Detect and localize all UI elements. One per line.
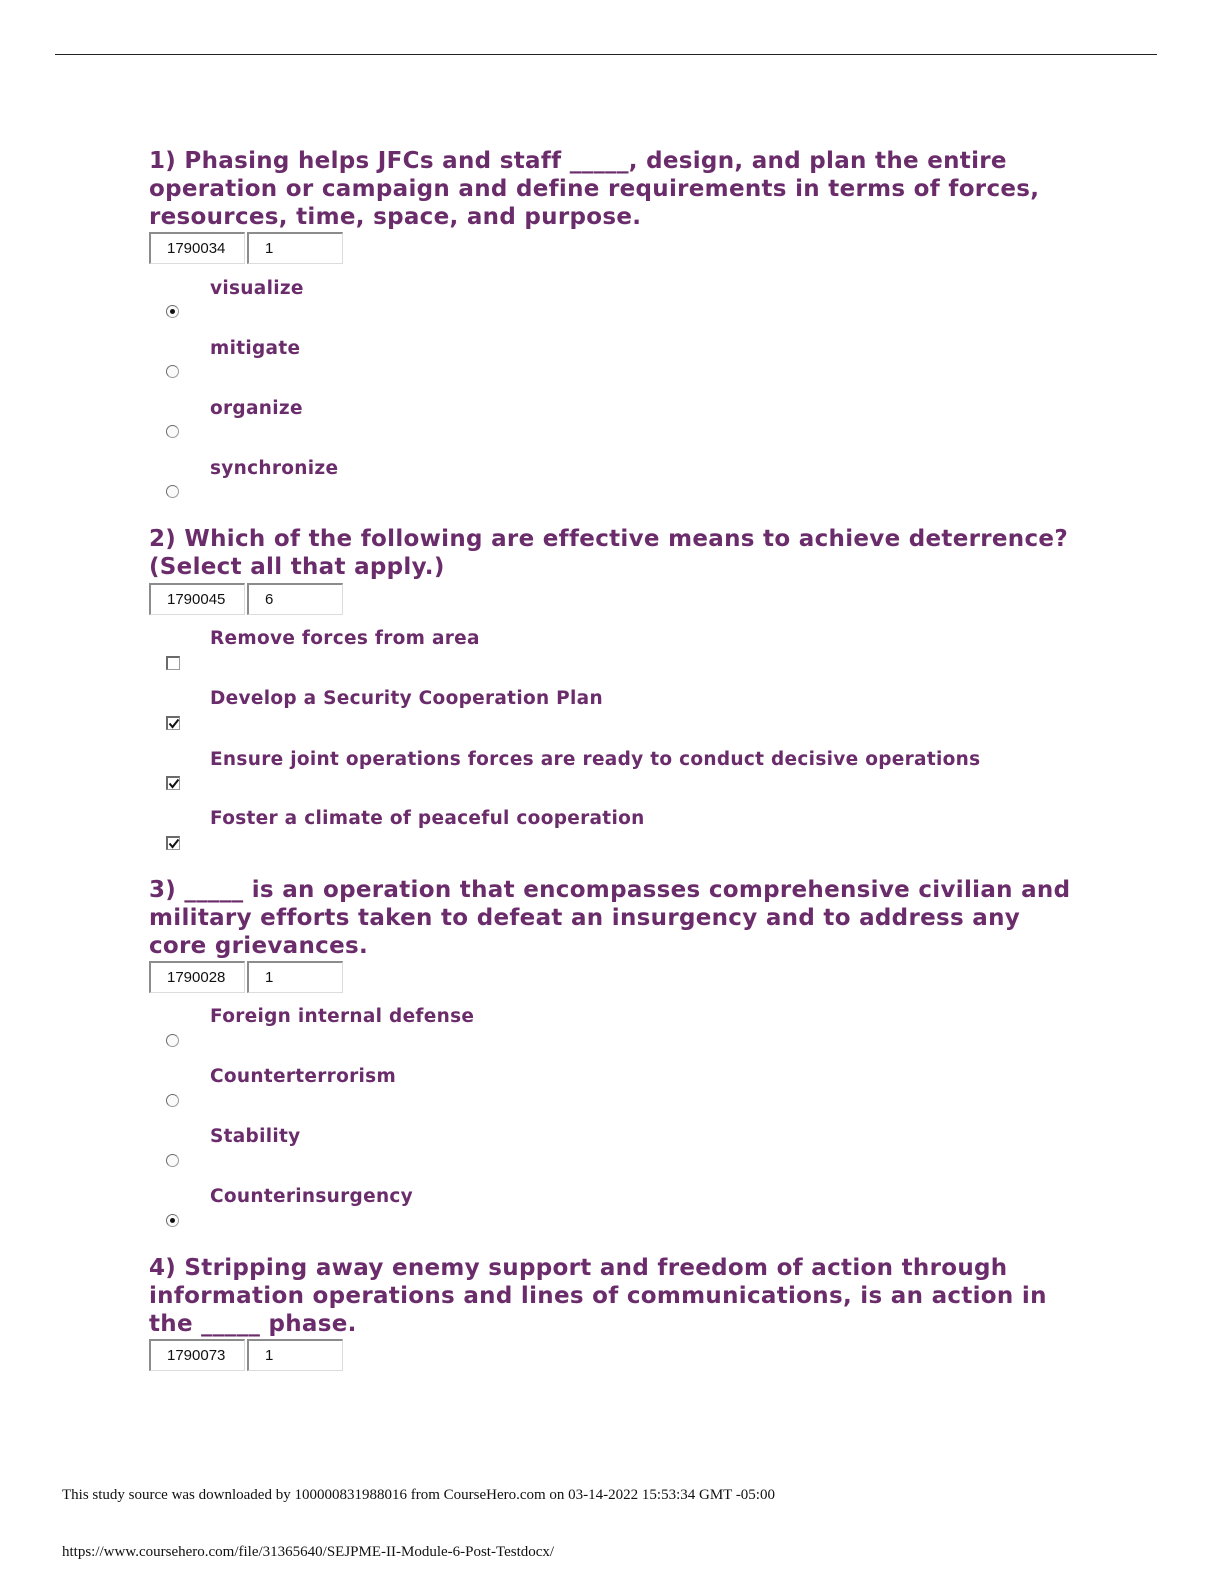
- q2-option-2-checkbox[interactable]: [166, 716, 180, 730]
- q1-option-4-label: synchronize: [210, 458, 339, 479]
- q1-option-1-radio[interactable]: [166, 305, 179, 318]
- checkmark-icon: [168, 778, 180, 790]
- q2-option-4-checkbox[interactable]: [166, 836, 180, 850]
- q2-option-3-checkbox[interactable]: [166, 776, 180, 790]
- q1-option-2-label: mitigate: [210, 338, 301, 359]
- q3-option-1-label: Foreign internal defense: [210, 1006, 475, 1027]
- question-1-title: 1) Phasing helps JFCs and staff _____, design, and plan the entire operation or campaign and define requirements in terms of forces, resources, time, space, and purpose.: [149, 148, 1040, 230]
- question-3-title: 3) _____ is an operation that encompasses comprehensive civilian and military efforts taken to defeat an insurgency and to address any core grievances.: [149, 877, 1071, 959]
- question-2-id-box: [149, 583, 343, 615]
- question-4-id-box: [149, 1339, 343, 1371]
- q3-option-1-radio[interactable]: [166, 1034, 179, 1047]
- q2-option-2-label: Develop a Security Cooperation Plan: [210, 688, 603, 709]
- q1-option-2-radio[interactable]: [166, 365, 179, 378]
- question-4-points: 1: [247, 1339, 343, 1371]
- question-1-id-box: [149, 232, 343, 264]
- top-divider: [55, 54, 1157, 55]
- question-4-id: 1790073: [149, 1339, 245, 1371]
- footer-url: https://www.coursehero.com/file/31365640/SEJPME-II-Module-6-Post-Testdocx/: [62, 1544, 555, 1560]
- checkmark-icon: [168, 718, 180, 730]
- q1-option-3-label: organize: [210, 398, 303, 419]
- q1-option-3-radio[interactable]: [166, 425, 179, 438]
- question-3-id-box: [149, 961, 343, 993]
- question-1-id: 1790034: [149, 232, 245, 264]
- q2-option-3-label: Ensure joint operations forces are ready to conduct decisive operations: [210, 749, 981, 770]
- footer-source-line: This study source was downloaded by 100000831988016 from CourseHero.com on 03-14-2022 15:53:34 GMT -05:00: [62, 1487, 775, 1503]
- question-2-title: 2) Which of the following are effective means to achieve deterrence? (Select all that apply.): [149, 526, 1068, 580]
- q2-option-1-label: Remove forces from area: [210, 628, 480, 649]
- q2-option-1-checkbox[interactable]: [166, 656, 180, 670]
- q1-option-1-label: visualize: [210, 278, 304, 299]
- q2-option-4-label: Foster a climate of peaceful cooperation: [210, 808, 645, 829]
- question-1-points: 1: [247, 232, 343, 264]
- question-4-title: 4) Stripping away enemy support and freedom of action through information operations and lines of communications, is an action in the _____ phase.: [149, 1255, 1047, 1337]
- q3-option-4-label: Counterinsurgency: [210, 1186, 414, 1207]
- checkmark-icon: [168, 838, 180, 850]
- q3-option-2-radio[interactable]: [166, 1094, 179, 1107]
- q3-option-3-radio[interactable]: [166, 1154, 179, 1167]
- q1-option-4-radio[interactable]: [166, 485, 179, 498]
- question-2-id: 1790045: [149, 583, 245, 615]
- q3-option-2-label: Counterterrorism: [210, 1066, 397, 1087]
- question-2-points: 6: [247, 583, 343, 615]
- question-3-points: 1: [247, 961, 343, 993]
- q3-option-4-radio[interactable]: [166, 1214, 179, 1227]
- q3-option-3-label: Stability: [210, 1126, 301, 1147]
- question-3-id: 1790028: [149, 961, 245, 993]
